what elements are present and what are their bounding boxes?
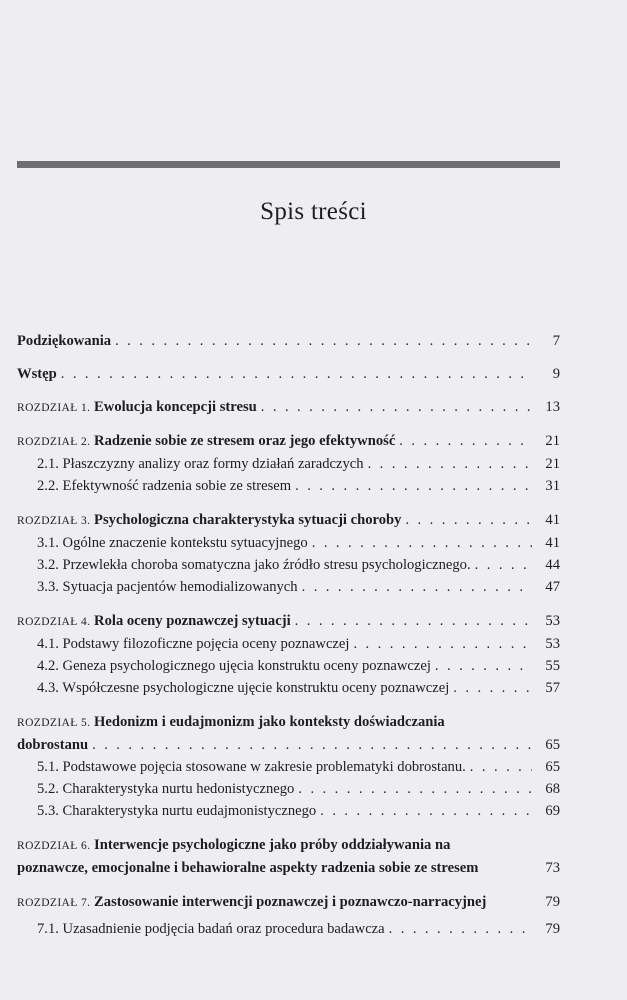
chapter-title: Zastosowanie interwencji poznawczej i poznawczo-narracyjnej xyxy=(94,894,487,910)
toc-subentry[interactable] xyxy=(17,677,560,699)
toc-page-number: 53 xyxy=(545,636,560,652)
chapter-prefix: ROZDZIAŁ 5. xyxy=(17,717,91,729)
leader-dots xyxy=(295,475,532,497)
toc-page-number: 41 xyxy=(545,512,560,528)
leader-dots xyxy=(389,918,532,940)
chapter-prefix: ROZDZIAŁ 4. xyxy=(17,616,91,628)
toc-subentry[interactable] xyxy=(17,532,560,554)
chapter-prefix: ROZDZIAŁ 6. xyxy=(17,840,91,852)
toc-page-number: 55 xyxy=(545,658,560,674)
toc-entry-label: 5.1. Podstawowe pojęcia stosowane w zakresie problematyki dobrostanu. xyxy=(37,759,466,775)
toc-page-number: 31 xyxy=(545,478,560,494)
toc-entry-label: 7.1. Uzasadnienie podjęcia badań oraz procedura badawcza xyxy=(37,921,385,937)
toc-page-number: 47 xyxy=(545,579,560,595)
toc-page-number: 79 xyxy=(545,894,560,910)
chapter-title-continued: dobrostanu xyxy=(17,737,89,753)
toc-page-number: 21 xyxy=(545,456,560,472)
leader-dots xyxy=(320,800,532,822)
toc-entry[interactable] xyxy=(17,330,560,352)
toc-page-number: 44 xyxy=(545,557,560,573)
chapter-title-continued: poznawcze, emocjonalne i behawioralne aspekty radzenia sobie ze stresem xyxy=(17,860,479,876)
toc-entry-label: 2.2. Efektywność radzenia sobie ze stresem xyxy=(37,478,292,494)
chapter-title: Psychologiczna charakterystyka sytuacji choroby xyxy=(94,512,402,528)
table-of-contents xyxy=(17,330,560,940)
toc-page-number: 21 xyxy=(545,433,560,449)
toc-subentry[interactable] xyxy=(17,756,560,778)
leader-dots xyxy=(399,430,532,452)
toc-page-number: 9 xyxy=(552,366,560,382)
chapter-prefix: ROZDZIAŁ 7. xyxy=(17,897,91,909)
toc-subentry[interactable] xyxy=(17,453,560,475)
toc-chapter[interactable] xyxy=(17,711,560,756)
leader-dots xyxy=(298,778,532,800)
leader-dots xyxy=(92,734,532,756)
page-title: Spis treści xyxy=(260,198,367,225)
toc-page-number: 65 xyxy=(545,759,560,775)
chapter-title: Rola oceny poznawczej sytuacji xyxy=(94,613,291,629)
toc-subentry[interactable] xyxy=(17,475,560,497)
toc-page-number: 65 xyxy=(545,737,560,753)
toc-entry-label: 3.1. Ogólne znaczenie kontekstu sytuacyjnego xyxy=(37,535,308,551)
toc-page-number: 57 xyxy=(545,680,560,696)
toc-chapter[interactable] xyxy=(17,834,560,879)
leader-dots xyxy=(368,453,532,475)
chapter-title: Interwencje psychologiczne jako próby oddziaływania na xyxy=(94,837,451,853)
toc-subentry[interactable] xyxy=(17,778,560,800)
leader-dots xyxy=(435,655,532,677)
leader-dots xyxy=(312,532,532,554)
toc-chapter[interactable] xyxy=(17,396,560,419)
toc-subentry[interactable] xyxy=(17,576,560,598)
leader-dots xyxy=(453,677,532,699)
toc-entry-label: 5.2. Charakterystyka nurtu hedonistycznego xyxy=(37,781,295,797)
toc-page-number: 79 xyxy=(545,921,560,937)
toc-page-number: 68 xyxy=(545,781,560,797)
toc-entry-label: 4.3. Współczesne psychologiczne ujęcie konstruktu oceny poznawczej xyxy=(37,680,450,696)
leader-dots xyxy=(115,330,532,352)
toc-page-number: 53 xyxy=(545,613,560,629)
toc-subentry[interactable] xyxy=(17,918,560,940)
leader-dots xyxy=(295,610,532,632)
toc-page-number: 7 xyxy=(552,333,560,349)
toc-subentry[interactable] xyxy=(17,633,560,655)
leader-dots xyxy=(353,633,532,655)
toc-page-number: 69 xyxy=(545,803,560,819)
toc-chapter[interactable] xyxy=(17,610,560,633)
toc-entry-label: 2.1. Płaszczyzny analizy oraz formy działań zaradczych xyxy=(37,456,364,472)
toc-entry-label: Wstęp xyxy=(17,366,57,382)
leader-dots xyxy=(61,363,532,385)
toc-subentry[interactable] xyxy=(17,800,560,822)
toc-chapter[interactable] xyxy=(17,430,560,453)
header-rule xyxy=(17,161,560,168)
toc-subentry[interactable] xyxy=(17,554,560,576)
toc-subentry[interactable] xyxy=(17,655,560,677)
toc-page-number: 73 xyxy=(545,860,560,876)
leader-dots xyxy=(475,554,532,576)
leader-dots xyxy=(405,509,532,531)
chapter-title: Ewolucja koncepcji stresu xyxy=(94,399,257,415)
toc-entry-label: 4.1. Podstawy filozoficzne pojęcia oceny poznawczej xyxy=(37,636,350,652)
toc-page-number: 13 xyxy=(545,399,560,415)
toc-entry-label: 3.3. Sytuacja pacjentów hemodializowanych xyxy=(37,579,298,595)
chapter-title: Radzenie sobie ze stresem oraz jego efektywność xyxy=(94,433,396,449)
chapter-prefix: ROZDZIAŁ 2. xyxy=(17,436,91,448)
leader-dots xyxy=(302,576,532,598)
toc-page-number: 41 xyxy=(545,535,560,551)
leader-dots xyxy=(470,756,532,778)
chapter-prefix: ROZDZIAŁ 3. xyxy=(17,515,91,527)
toc-entry-label: 3.2. Przewlekła choroba somatyczna jako źródło stresu psychologicznego. xyxy=(37,557,471,573)
chapter-prefix: ROZDZIAŁ 1. xyxy=(17,402,91,414)
chapter-title: Hedonizm i eudajmonizm jako konteksty doświadczania xyxy=(94,714,445,730)
toc-entry-label: Podziękowania xyxy=(17,333,112,349)
toc-chapter[interactable] xyxy=(17,509,560,532)
toc-entry-label: 5.3. Charakterystyka nurtu eudajmonistycznego xyxy=(37,803,317,819)
leader-dots xyxy=(261,396,532,418)
toc-entry[interactable] xyxy=(17,363,560,385)
toc-chapter[interactable] xyxy=(17,891,560,914)
toc-entry-label: 4.2. Geneza psychologicznego ujęcia konstruktu oceny poznawczej xyxy=(37,658,431,674)
